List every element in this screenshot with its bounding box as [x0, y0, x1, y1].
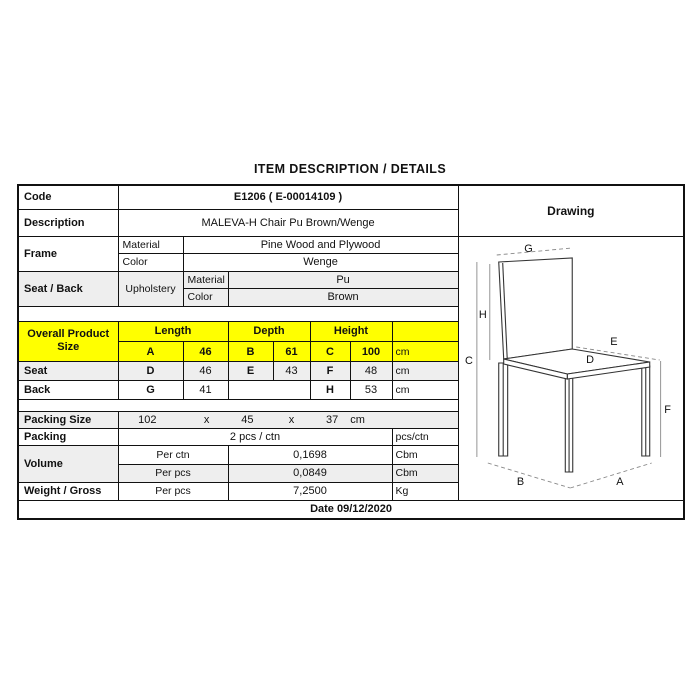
seatback-material-key: Material	[183, 271, 228, 288]
packing-value: 2 pcs / ctn	[118, 429, 392, 446]
seatback-upholstery: Upholstery	[118, 271, 183, 306]
code-row	[18, 185, 684, 209]
back-empty-cell	[228, 381, 310, 400]
packing-size-l: 102	[138, 414, 157, 427]
description-label: Description	[18, 209, 118, 236]
seat-val-F: 48	[350, 362, 392, 381]
frame-material-key: Material	[118, 236, 183, 253]
size-header-unit-cell	[392, 321, 458, 341]
frame-color-value: Wenge	[183, 253, 458, 271]
size-header-length: Length	[118, 321, 228, 341]
seatback-material-value: Pu	[228, 271, 458, 288]
packing-size-w: 45	[241, 414, 254, 427]
code-label: Code	[18, 185, 118, 209]
frame-color-key: Color	[118, 253, 183, 271]
packing-size-h: 37	[326, 414, 339, 427]
volume-label: Volume	[18, 446, 118, 482]
back-val-H: 53	[350, 381, 392, 400]
packing-size-value	[118, 412, 458, 429]
seat-label: Seat	[18, 362, 118, 381]
overall-unit: cm	[392, 342, 458, 362]
packing-size-x2: x	[288, 414, 295, 427]
seat-dim-F: F	[310, 362, 350, 381]
seat-val-E: 43	[273, 362, 310, 381]
dim-label-G: G	[523, 242, 533, 255]
back-dim-G: G	[118, 381, 183, 400]
frame-material-value: Pine Wood and Plywood	[183, 236, 458, 253]
dim-label-C: C	[464, 354, 473, 367]
volume-perctn-value: 0,1698	[228, 446, 392, 464]
chair-outline	[498, 258, 649, 472]
weight-key: Per pcs	[118, 482, 228, 500]
overall-val-A: 46	[183, 342, 228, 362]
packing-unit: pcs/ctn	[392, 429, 458, 446]
volume-perctn-key: Per ctn	[118, 446, 228, 464]
back-val-G: 41	[183, 381, 228, 400]
packing-size-x1: x	[203, 414, 210, 427]
back-unit: cm	[392, 381, 458, 400]
weight-value: 7,2500	[228, 482, 392, 500]
dim-label-F: F	[663, 403, 671, 416]
overall-dim-A: A	[118, 342, 183, 362]
overall-size-label: Overall Product Size	[18, 321, 118, 361]
page-title: ITEM DESCRIPTION / DETAILS	[253, 162, 447, 176]
seat-dim-D: D	[118, 362, 183, 381]
seat-val-D: 46	[183, 362, 228, 381]
volume-perctn-unit: Cbm	[392, 446, 458, 464]
drawing-cell	[458, 236, 684, 500]
size-header-depth: Depth	[228, 321, 310, 341]
frame-material-row	[18, 236, 684, 253]
chair-drawing	[459, 237, 684, 500]
overall-val-B: 61	[273, 342, 310, 362]
dim-label-D: D	[585, 353, 594, 366]
volume-perpcs-key: Per pcs	[118, 464, 228, 482]
item-details-table	[17, 184, 685, 520]
size-header-height: Height	[310, 321, 392, 341]
spec-sheet-page	[0, 162, 700, 700]
seat-dim-E: E	[228, 362, 273, 381]
dim-label-H: H	[478, 308, 487, 321]
volume-perpcs-unit: Cbm	[392, 464, 458, 482]
packing-size-unit: cm	[350, 414, 365, 427]
back-dim-H: H	[310, 381, 350, 400]
frame-label: Frame	[18, 236, 118, 271]
description-value: MALEVA-H Chair Pu Brown/Wenge	[118, 209, 458, 236]
weight-label: Weight / Gross	[18, 482, 118, 500]
dim-label-A: A	[615, 475, 624, 488]
weight-unit: Kg	[392, 482, 458, 500]
seat-unit: cm	[392, 362, 458, 381]
date-row	[18, 500, 684, 519]
packing-size-label: Packing Size	[18, 412, 118, 429]
dim-label-E: E	[609, 335, 618, 348]
drawing-header: Drawing	[458, 185, 684, 236]
overall-val-C: 100	[350, 342, 392, 362]
overall-dim-C: C	[310, 342, 350, 362]
back-label: Back	[18, 381, 118, 400]
overall-dim-B: B	[228, 342, 273, 362]
spacer-cell	[18, 400, 458, 412]
spacer-cell	[18, 306, 458, 321]
chair-backrest	[498, 258, 572, 359]
seatback-color-key: Color	[183, 288, 228, 306]
code-value: E1206 ( E-00014109 )	[118, 185, 458, 209]
seatback-label: Seat / Back	[18, 271, 118, 306]
dim-label-B: B	[516, 475, 524, 488]
seatback-color-value: Brown	[228, 288, 458, 306]
date-value: Date 09/12/2020	[18, 500, 684, 519]
volume-perpcs-value: 0,0849	[228, 464, 392, 482]
packing-label: Packing	[18, 429, 118, 446]
